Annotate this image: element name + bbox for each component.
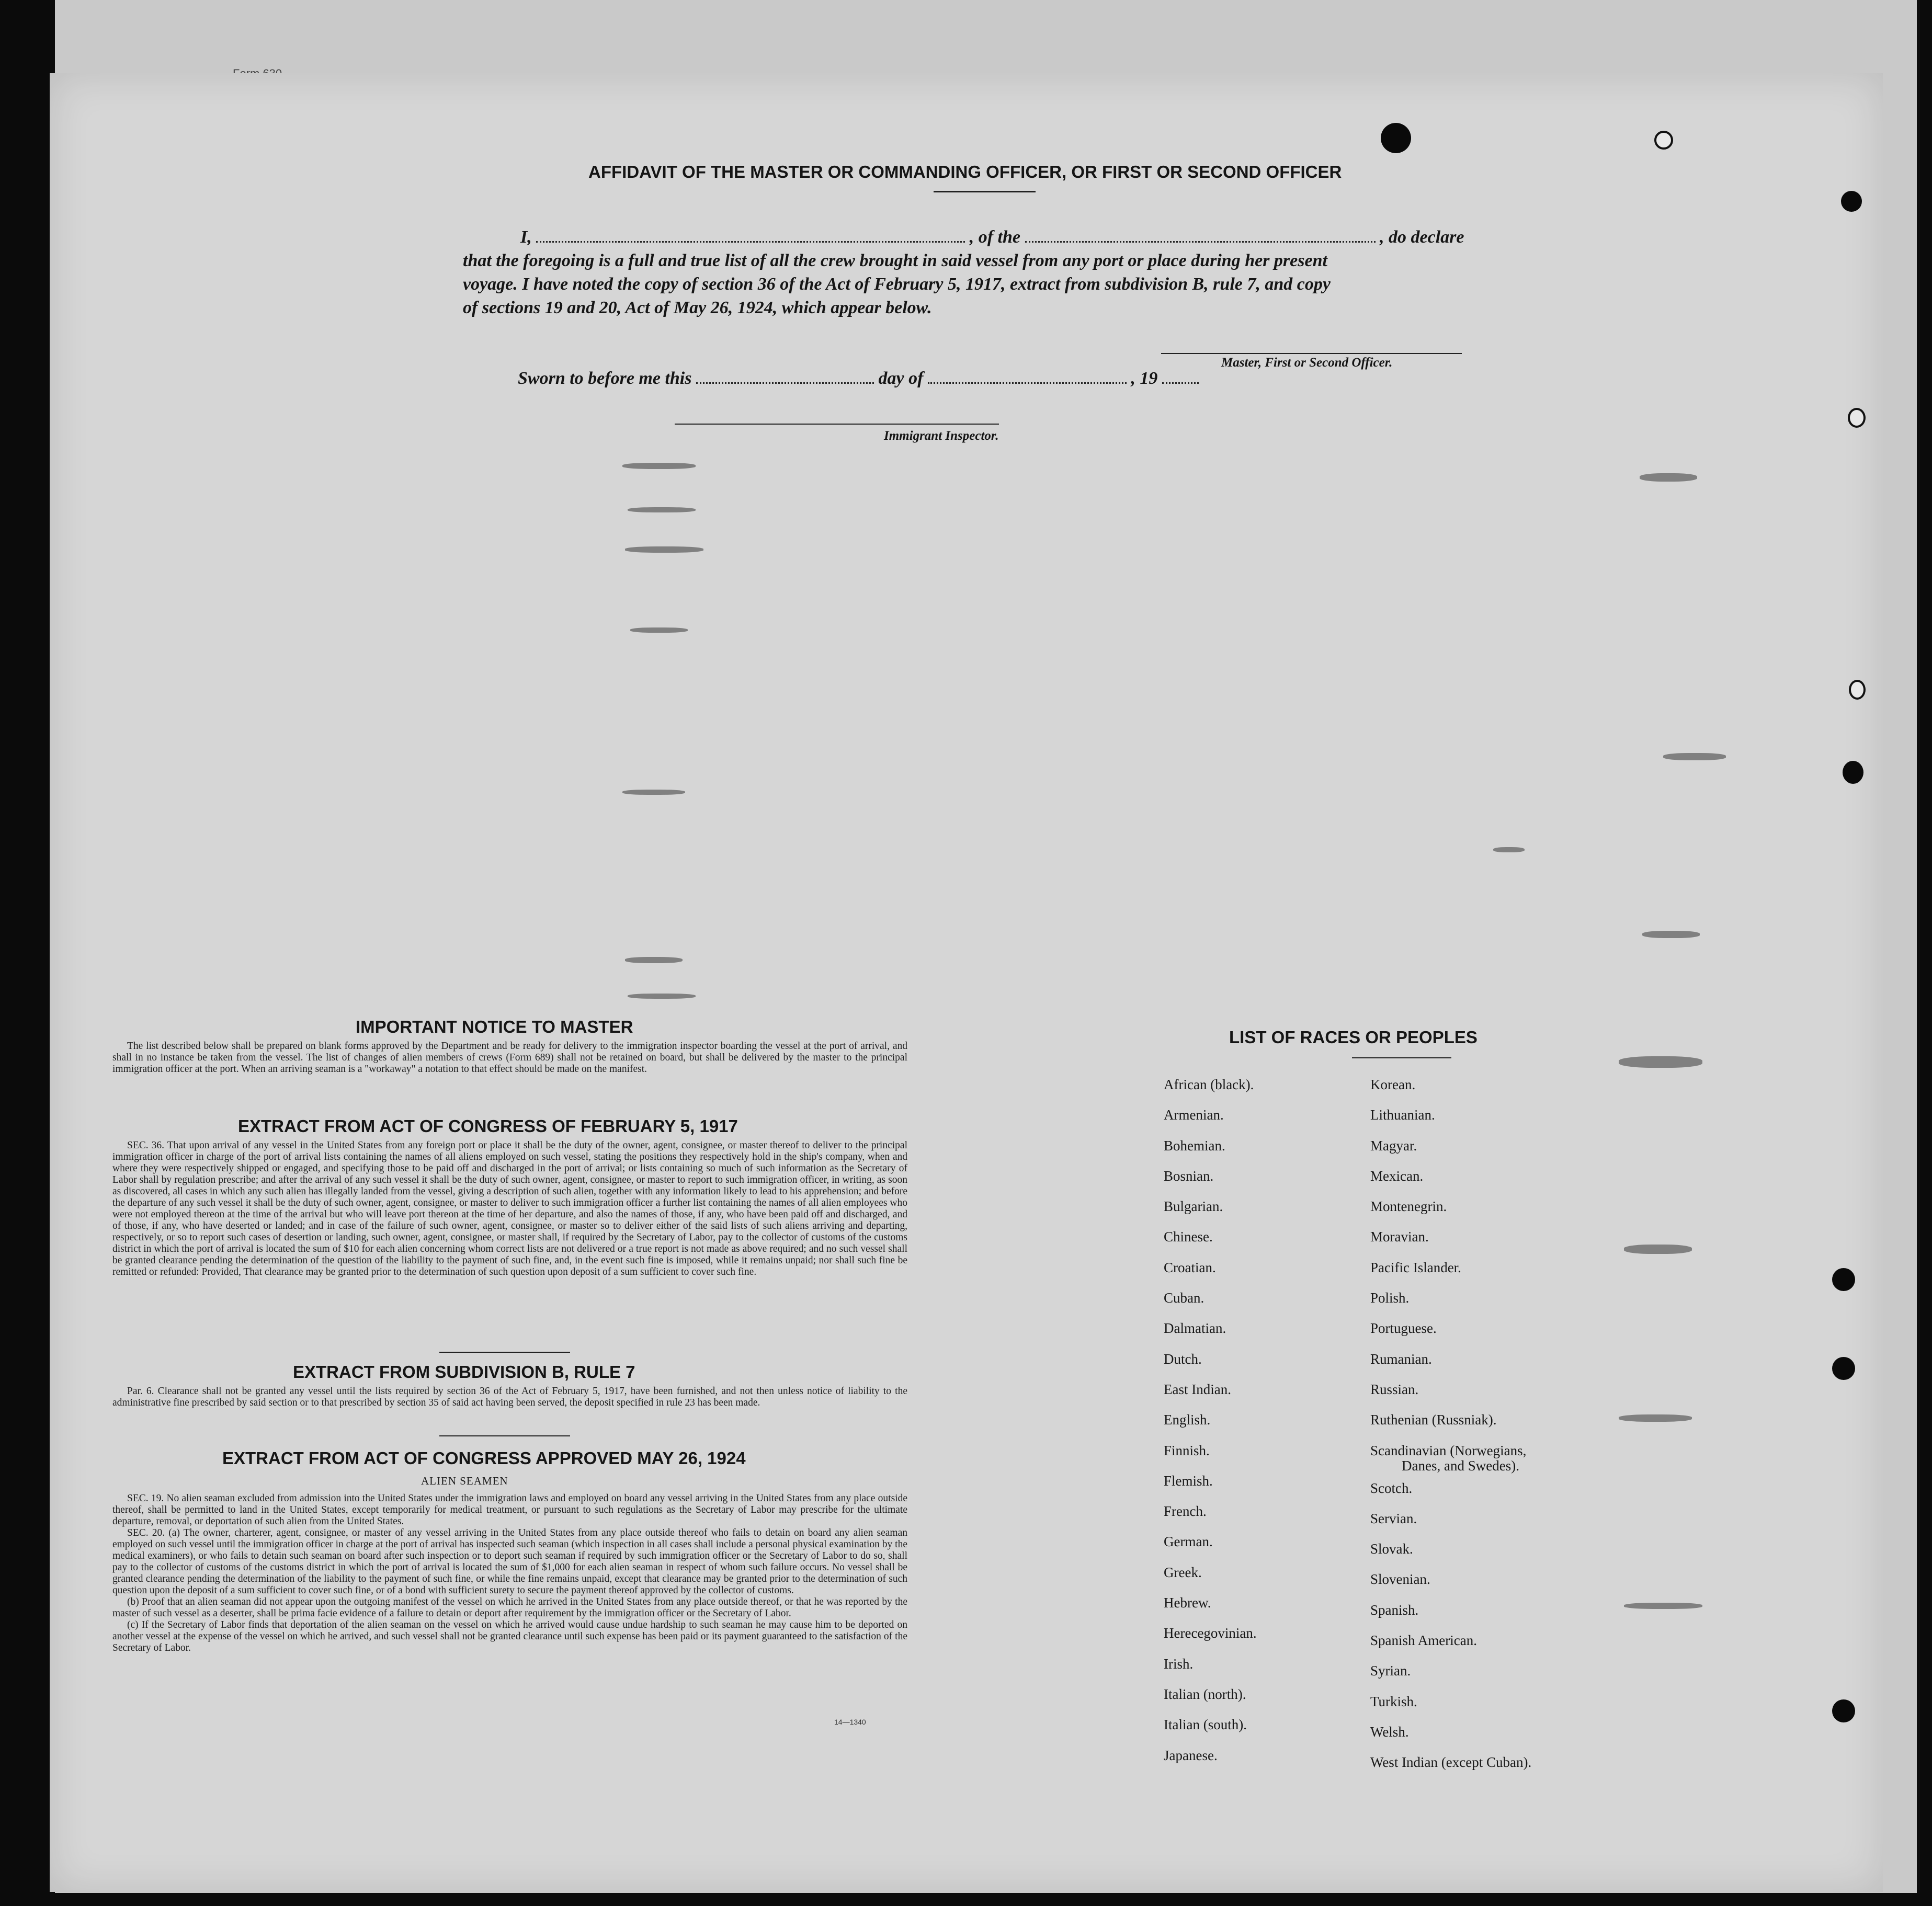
race-item: French. <box>1164 1503 1207 1520</box>
race-item: Polish. <box>1370 1290 1410 1306</box>
bleed-through-mark <box>1624 1603 1702 1609</box>
bleed-through-mark <box>628 994 696 999</box>
race-item: Italian (north). <box>1164 1686 1246 1702</box>
races-left-column <box>1164 1069 1257 1771</box>
inspector-label: Immigrant Inspector. <box>884 429 999 443</box>
races-title: LIST OF RACES OR PEOPLES <box>1229 1028 1478 1047</box>
signature-label: Master, First or Second Officer. <box>1221 356 1393 370</box>
bleed-through-mark <box>622 790 685 795</box>
race-item: Syrian. <box>1370 1663 1411 1679</box>
race-item: Portuguese. <box>1370 1320 1437 1337</box>
extract-1917-body: SEC. 36. That upon arrival of any vessel in the United States from any foreign port or place it shall be the duty of the owner, agent, consignee, or master thereof to deliver to the principal immigration officer in charge of the port of arrival lists containing the names of all aliens employed on such vessel, stating the positions they respectively hold in the ship's company, when and where they were respectively shipped or engaged, and specifying those to be paid off and discharged in the port of arrival; or lists containing so much of such information as the Secretary of Labor shall by regulation prescribe; and after the arrival of any such vessel it shall be the duty of such owner, agent, consignee, or master to report to such immigration officer, in writing, as soon as discovered, all cases in which any such alien has illegally landed from the vessel, giving a description of such alien, together with any information likely to lead to his apprehension; and before the departure of any such vessel it shall be the duty of such owner, agent, consignee, or master to deliver to such immigration officer a further list containing the names of all alien employees who were not employed thereon at the time of the arrival but who will leave port thereon at the time of her departure, and also the names of those, if any, who have been paid off and discharged, and of those, if any, who have deserted or landed; and in case of the failure of such owner, agent, consignee, or master so to deliver either of the said lists of such aliens arriving and departing, respectively, or so to report such cases of desertion or landing, such owner, agent, consignee, or master shall, if required by the Secretary of Labor, pay to the collector of customs of the customs district in which the port of arrival is located the sum of $10 for each alien concerning whom correct lists are not delivered or a true report is not made as above required; and no such vessel shall be granted clearance pending the determination of the question of the liability to the payment of such fine, and, in the event such fine is imposed, while it remains unpaid; nor shall such fine be remitted or refunded: Provided, That clearance may be granted prior to the determination of such question upon deposit of a sum sufficient to cover such fine. <box>112 1140 907 1277</box>
extract-rule7-body: Par. 6. Clearance shall not be granted any vessel until the lists required by section 36 of the Act of February 5, 1917, have been furnished, and not then unless notice of liability to the administrative fine prescribed by said section or to that prescribed by section 35 of said act having been served, the deposit specified in rule 23 has been made. <box>112 1386 907 1408</box>
race-item: Bosnian. <box>1164 1168 1214 1184</box>
affidavit-line: voyage. I have noted the copy of section 36 of the Act of February 5, 1917, extract from subdivision B, rule 7, and copy <box>463 275 1331 294</box>
sworn-day-blank[interactable] <box>696 382 874 384</box>
race-item: Russian. <box>1370 1381 1419 1397</box>
punch-hole <box>1848 408 1866 428</box>
race-item: Chinese. <box>1164 1229 1213 1245</box>
punch-hole <box>1849 680 1866 700</box>
bleed-through-mark <box>1493 847 1525 852</box>
race-item: Scotch. <box>1370 1480 1413 1496</box>
punch-hole <box>1832 1699 1855 1722</box>
extract-1917-title: EXTRACT FROM ACT OF CONGRESS OF FEBRUARY 5, 1917 <box>238 1116 738 1136</box>
signature-line[interactable] <box>1161 353 1462 354</box>
race-item: Montenegrin. <box>1370 1199 1447 1215</box>
affidavit-line: of sections 19 and 20, Act of May 26, 1924, which appear below. <box>463 298 932 317</box>
bleed-through-mark <box>1619 1056 1702 1068</box>
race-item: Irish. <box>1164 1656 1194 1672</box>
races-right-column <box>1370 1069 1531 1778</box>
race-item: Magyar. <box>1370 1137 1417 1154</box>
race-item: Japanese. <box>1164 1747 1218 1763</box>
race-item: Slovenian. <box>1370 1571 1430 1588</box>
bleed-through-mark <box>1663 753 1726 760</box>
race-item: Cuban. <box>1164 1290 1204 1306</box>
vessel-blank[interactable] <box>1025 241 1376 243</box>
name-blank[interactable] <box>536 241 965 243</box>
race-item: Dalmatian. <box>1164 1320 1226 1337</box>
bleed-through-mark <box>630 627 688 633</box>
notice-body: The list described below shall be prepared on blank forms approved by the Department and be ready for delivery to the immigration inspector boarding the vessel at the port of arrival, and shall in no instance be taken from the vessel. The list of changes of alien members of crews (Form 689) shall not be retained on board, but shall be delivered by the master to the principal immigration officer at the port. When an arriving seaman is a "workaway" a notation to that effect should be made on the manifest. <box>112 1041 907 1075</box>
race-item: Ruthenian (Russniak). <box>1370 1412 1497 1428</box>
sworn-year-blank[interactable] <box>1162 382 1199 384</box>
race-item: Herecegovinian. <box>1164 1625 1257 1641</box>
race-item: Armenian. <box>1164 1107 1224 1123</box>
race-item: Turkish. <box>1370 1693 1417 1709</box>
punch-hole <box>1832 1357 1855 1380</box>
section-divider <box>439 1435 570 1436</box>
race-item: Spanish American. <box>1370 1633 1477 1649</box>
race-item: Finnish. <box>1164 1442 1210 1458</box>
race-item: Bulgarian. <box>1164 1199 1223 1215</box>
alien-seamen-subtitle: ALIEN SEAMEN <box>421 1475 508 1487</box>
punch-hole <box>1654 131 1673 150</box>
punch-hole <box>1381 123 1411 153</box>
race-item: Danes, and Swedes). <box>1402 1457 1519 1474</box>
race-item: Moravian. <box>1370 1229 1429 1245</box>
punch-hole <box>1843 761 1863 784</box>
bleed-through-mark <box>625 546 703 553</box>
race-item: English. <box>1164 1412 1211 1428</box>
race-item: Bohemian. <box>1164 1137 1225 1154</box>
race-item: West Indian (except Cuban). <box>1370 1754 1532 1771</box>
section-divider <box>439 1352 570 1353</box>
race-item: Dutch. <box>1164 1351 1202 1367</box>
bleed-through-mark <box>1619 1414 1692 1422</box>
bleed-through-mark <box>1624 1245 1692 1254</box>
document-page <box>50 73 1883 1892</box>
extract-1924-body: SEC. 19. No alien seaman excluded from admission into the United States under the immigration laws and employed on board any vessel arriving in the United States from any place outside thereof, shall be permitted to land in the United States, except temporarily for medical treatment, or pursuant to such regulations as the Secretary of Labor may prescribe for the ultimate departure, removal, or deportation of such alien from the United States. SEC. 20. (a) The owner, charterer, agent, consignee, or master of any vessel arriving in the United States from any place outside thereof who fails to detain on board any alien seaman employed on such vessel until the immigration officer in charge at the port of arrival has inspected such seaman (which inspection in all cases shall include a personal physical examination by the medical examiners), or who fails to detain such seaman on board after such inspection or to deport such seaman if required by such immigration officer or the Secretary of Labor to do so, shall pay to the collector of customs of the customs district in which the port of arrival is located the sum of $1,000 for each alien seaman in respect of whom such failure occurs. No vessel shall be granted clearance pending the determination of the liability to the payment of such fine, or while the fine remains unpaid, except that clearance may be granted prior to the determination of such question upon the deposit of a sum sufficient to cover such fine, or of a bond with sufficient surety to secure the payment thereof approved by the collector of customs. (b) Proof that an alien seaman did not appear upon the outgoing manifest of the vessel on which he arrived in the United States from any place outside thereof, or that he was reported by the master of such vessel as a deserter, shall be prima facie evidence of a failure to detain or deport after requirement by the immigration officer or the Secretary of Labor. (c) If the Secretary of Labor finds that deportation of the alien seaman on the vessel on which he arrived would cause undue hardship to such seaman he may cause him to be deported on another vessel at the expense of the vessel on which he arrived, and such vessel shall not be granted clearance until such expense has been paid or its payment guaranteed to the satisfaction of the Secretary of Labor. <box>112 1493 907 1653</box>
race-item: German. <box>1164 1534 1213 1550</box>
title-divider <box>934 191 1036 192</box>
race-item: African (black). <box>1164 1077 1254 1092</box>
races-divider <box>1352 1057 1451 1058</box>
inspector-line[interactable] <box>675 424 999 425</box>
race-item: Welsh. <box>1370 1724 1409 1740</box>
bleed-through-mark <box>625 957 683 963</box>
race-item: Scandinavian (Norwegians, <box>1370 1442 1527 1458</box>
race-item: Lithuanian. <box>1370 1107 1435 1123</box>
race-item: Flemish. <box>1164 1473 1213 1489</box>
race-item: Croatian. <box>1164 1259 1216 1275</box>
race-item: Servian. <box>1370 1510 1417 1526</box>
sworn-month-blank[interactable] <box>928 382 1127 384</box>
race-item: Korean. <box>1370 1077 1416 1092</box>
race-item: East Indian. <box>1164 1381 1231 1397</box>
race-item: Rumanian. <box>1370 1351 1432 1367</box>
print-code: 14—1340 <box>834 1718 866 1726</box>
bleed-through-mark <box>628 507 696 512</box>
extract-1924-title: EXTRACT FROM ACT OF CONGRESS APPROVED MAY 26, 1924 <box>222 1448 746 1468</box>
punch-hole <box>1841 191 1862 212</box>
affidavit-title: AFFIDAVIT OF THE MASTER OR COMMANDING OFFICER, OR FIRST OR SECOND OFFICER <box>588 162 1342 181</box>
extract-rule7-title: EXTRACT FROM SUBDIVISION B, RULE 7 <box>293 1362 635 1382</box>
notice-title: IMPORTANT NOTICE TO MASTER <box>356 1017 633 1036</box>
race-item: Spanish. <box>1370 1602 1419 1618</box>
affidavit-line: I, , of the , do declare <box>520 227 1464 247</box>
bleed-through-mark <box>1642 931 1700 938</box>
bleed-through-mark <box>1640 473 1697 482</box>
bleed-through-mark <box>622 463 696 469</box>
race-item: Italian (south). <box>1164 1717 1247 1733</box>
race-item: Slovak. <box>1370 1541 1413 1557</box>
race-item: Pacific Islander. <box>1370 1259 1461 1275</box>
punch-hole <box>1832 1268 1855 1291</box>
affidavit-line: that the foregoing is a full and true list of all the crew brought in said vessel from any port or place during her present <box>463 251 1327 270</box>
race-item: Mexican. <box>1370 1168 1424 1184</box>
race-item: Hebrew. <box>1164 1595 1211 1611</box>
sworn-line: Sworn to before me this day of , 19 <box>518 369 1199 389</box>
race-item: Greek. <box>1164 1564 1202 1580</box>
